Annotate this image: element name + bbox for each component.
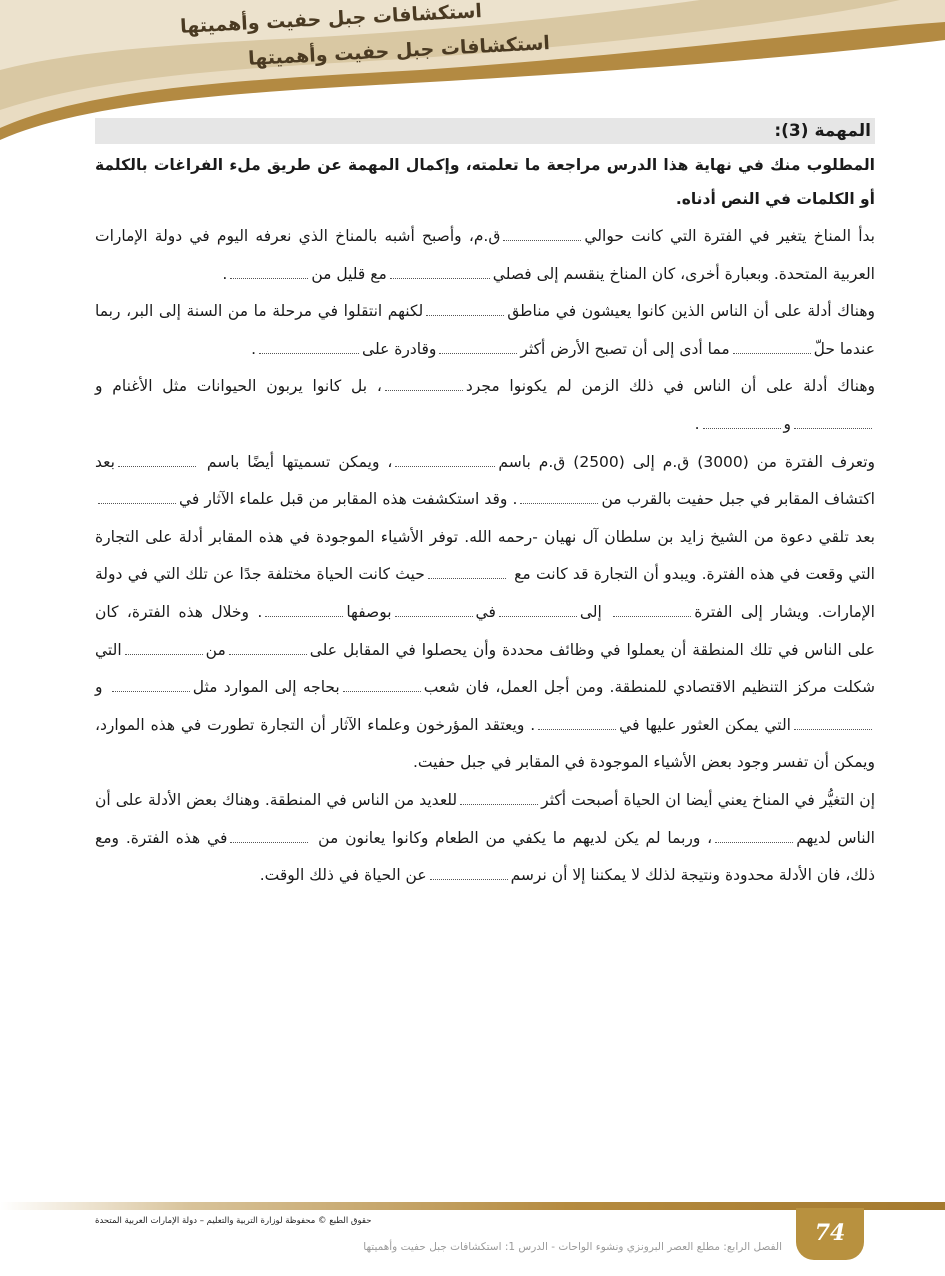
chapter-reference: الفصل الرابع: مطلع العصر البرونزي ونشوء الواحات - الدرس 1: استكشافات جبل حفيت وأهميتها [363,1241,782,1253]
blank-field[interactable] [265,615,343,617]
blank-field[interactable] [229,653,307,655]
blank-field[interactable] [385,389,463,391]
blank-field[interactable] [230,841,308,843]
blank-field[interactable] [430,878,508,880]
blank-field[interactable] [118,465,196,467]
blank-field[interactable] [613,615,691,617]
blank-field[interactable] [426,314,504,316]
blank-field[interactable] [733,352,811,354]
blank-field[interactable] [503,239,581,241]
blank-field[interactable] [390,277,490,279]
paragraph-people: وهناك أدلة على أن الناس الذين كانوا يعيشون في مناطقلكنهم انتقلوا في مرحلة ما من السنة إلى البر، ربما عندما حلّمما أدى إلى أن تصبح الأرض أكثروقادرة على. [95,302,875,358]
task-instruction: المطلوب منك في نهاية هذا الدرس مراجعة ما تعلمته، وإكمال المهمة عن طريق ملء الفراغات بالكلمة أو الكلمات في النص أدناه. [95,156,875,208]
blank-field[interactable] [395,615,473,617]
page-number: 74 [796,1208,864,1260]
blank-field[interactable] [520,502,598,504]
blank-field[interactable] [98,502,176,504]
task-heading: المهمة (3): [95,118,875,144]
blank-field[interactable] [538,728,616,730]
blank-field[interactable] [428,577,506,579]
blank-field[interactable] [343,690,421,692]
paragraph-climate-life: إن التغيُّر في المناخ يعني أيضا ان الحياة أصبحت أكثرللعديد من الناس في المنطقة. وهناك بعض الأدلة على أن الناس لديهم، وربما لم يكن لديهم ما يكفي من الطعام وكانوا يعانون من في هذه الفترة. ومع ذلك، فان الأدلة محدودة ونتيجة لذلك لا يمكننا إلا أن نرسمعن الحياة في ذلك الوقت. [95,790,875,885]
blank-field[interactable] [230,277,308,279]
blank-field[interactable] [395,465,495,467]
fill-in-text [95,218,875,895]
paragraph-hafit-period: وتعرف الفترة من (3000) ق.م إلى (2500) ق.م باسم، ويمكن تسميتها أيضًا باسم بعد اكتشاف المقابر في جبل حفيت بالقرب من. وقد استكشفت هذه المقابر من قبل علماء الآثار فيبعد تلقي دعوة من الشيخ زايد بن سلطان آل نهيان -رحمه الله. توفر الأشياء الموجودة في هذه المقابر أدلة على التجارة التي وقعت في هذه الفترة. ويبدو أن التجارة قد كانت مع حيث كانت الحياة مختلفة جدًا عن تلك التي في دولة الإمارات. ويشار إلى الفترة إلىفيبوصفها. وخلال هذه الفترة، كان على الناس في تلك المنطقة أن يعملوا في وظائف محددة وأن يحصلوا في المقابل علىمنالتي شكلت مركز التنظيم الاقتصادي للمنطقة. ومن أجل العمل، فان شعببحاجه إلى الموارد مثل والتي يمكن العثور عليها في. ويعتقد المؤرخون وعلماء الآثار أن التجارة تطورت في هذه الموارد، ويمكن أن تفسر وجود بعض الأشياء الموجودة في المقابر في جبل حفيت. [95,452,875,772]
blank-field[interactable] [439,352,517,354]
blank-field[interactable] [794,427,872,429]
blank-field[interactable] [112,690,190,692]
blank-field[interactable] [499,615,577,617]
blank-field[interactable] [794,728,872,730]
blank-field[interactable] [125,653,203,655]
blank-field[interactable] [460,803,538,805]
banner-title-main: استكشافات جبل حفيت وأهميتها [247,32,551,70]
paragraph-animals: وهناك أدلة على أن الناس في ذلك الزمن لم يكونوا مجرد، بل كانوا يربون الحيوانات مثل الأغنام وو. [95,377,875,433]
copyright-notice: حقوق الطبع © محفوظة لوزارة التربية والتعليم – دولة الإمارات العربية المتحدة [95,1216,372,1226]
blank-field[interactable] [703,427,781,429]
blank-field[interactable] [259,352,359,354]
banner-title-top: استكشافات جبل حفيت وأهميتها [179,0,483,38]
blank-field[interactable] [715,841,793,843]
paragraph-climate: بدأ المناخ يتغير في الفترة التي كانت حواليق.م، وأصبح أشبه بالمناخ الذي نعرفه اليوم في دولة الإمارات العربية المتحدة. وبعبارة أخرى، كان المناخ ينقسم إلى فصليمع قليل من. [95,227,875,283]
